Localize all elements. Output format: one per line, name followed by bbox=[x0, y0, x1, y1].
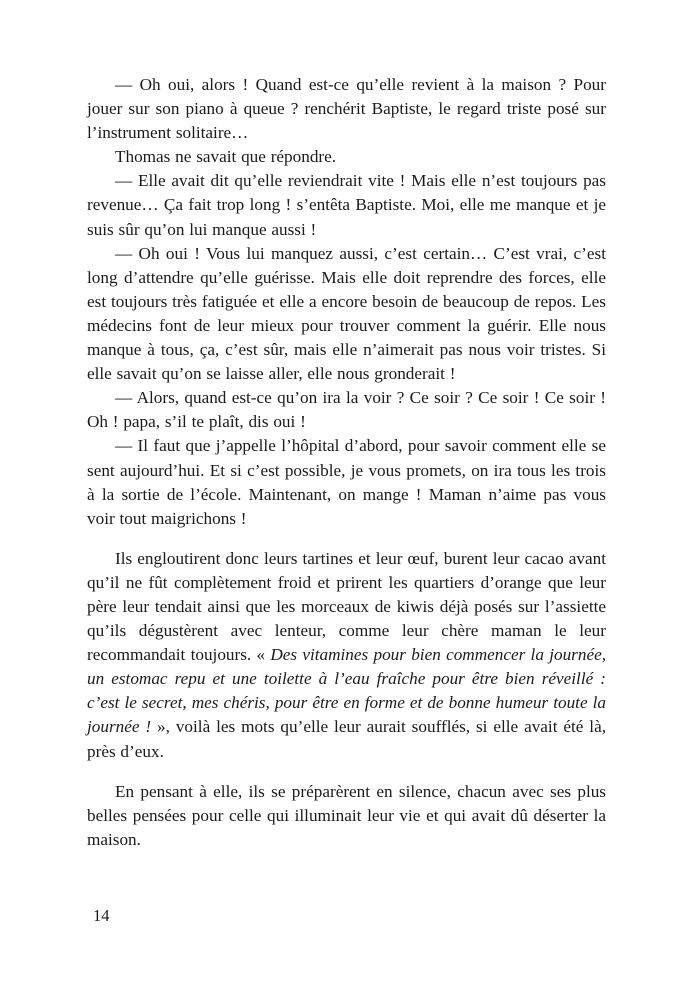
quote-lead-in-text: Ils engloutirent donc leurs tartines et leur œuf, burent leur cacao avant qu’il ne fût complètement froid et prirent les quartiers d’orange que leur père leur tendait ainsi que les morceaux de kiwis déjà posés sur l’assiette qu’ils dégustèrent avec lenteur, comme leur chère maman le leur recommandait toujours. « bbox=[87, 548, 606, 665]
paragraph-narration-quote bbox=[87, 547, 606, 764]
paragraph-narration-2: En pensant à elle, ils se préparèrent en silence, chacun avec ses plus belles pensées pour celle qui illuminait leur vie et qui avait dû déserter la maison. bbox=[87, 781, 606, 849]
paragraph-dialogue-4: — Alors, quand est-ce qu’on ira la voir ? Ce soir ? Ce soir ! Ce soir ! Oh ! papa, s’il te plaît, dis oui ! bbox=[87, 388, 606, 432]
paragraph-dialogue-3: — Oh oui ! Vous lui manquez aussi, c’est certain… C’est vrai, c’est long d’attendre qu’elle guérisse. Mais elle doit reprendre des forces, elle est toujours très fatiguée et elle a encore besoin de beaucoup de repos. Les médecins font de leur mieux pour trouver comment la guérir. Elle nous manque à tous, ça, c’est sûr, mais elle n’aimerait pas nous voir tristes. Si elle savait qu’on se laisse aller, elle nous gronderait ! bbox=[87, 243, 606, 384]
text-block bbox=[87, 73, 606, 852]
quote-follow-text: », voilà les mots qu’elle leur aurait soufflés, si elle avait été là, près d’eux. bbox=[87, 717, 606, 761]
paragraph-dialogue-1: — Oh oui, alors ! Quand est-ce qu’elle revient à la maison ? Pour jouer sur son piano à queue ? renchérit Baptiste, le regard triste posé sur l’instrument solitaire… bbox=[87, 75, 606, 143]
paragraph-narration-1: Thomas ne savait que répondre. bbox=[115, 147, 337, 167]
page-number: 14 bbox=[93, 906, 110, 925]
paragraph-dialogue-5: — Il faut que j’appelle l’hôpital d’abord, pour savoir comment elle se sent aujourd’hui. Et si c’est possible, je vous promets, on ira tous les trois à la sortie de l’école. Maintenant, on mange ! Maman n’aime pas vous voir tout maigrichons ! bbox=[87, 436, 606, 528]
quoted-italic-text: Des vitamines pour bien commencer la journée, un estomac repu et une toilette à l’eau fraîche pour être bien réveillé : c’est le secret, mes chéris, pour être en forme et de bonne humeur toute la journée ! bbox=[87, 645, 606, 737]
paragraph-dialogue-2: — Elle avait dit qu’elle reviendrait vite ! Mais elle n’est toujours pas revenue… Ça fait trop long ! s’entêta Baptiste. Moi, elle me manque et je suis sûr qu’on lui manque aussi ! bbox=[87, 171, 606, 239]
